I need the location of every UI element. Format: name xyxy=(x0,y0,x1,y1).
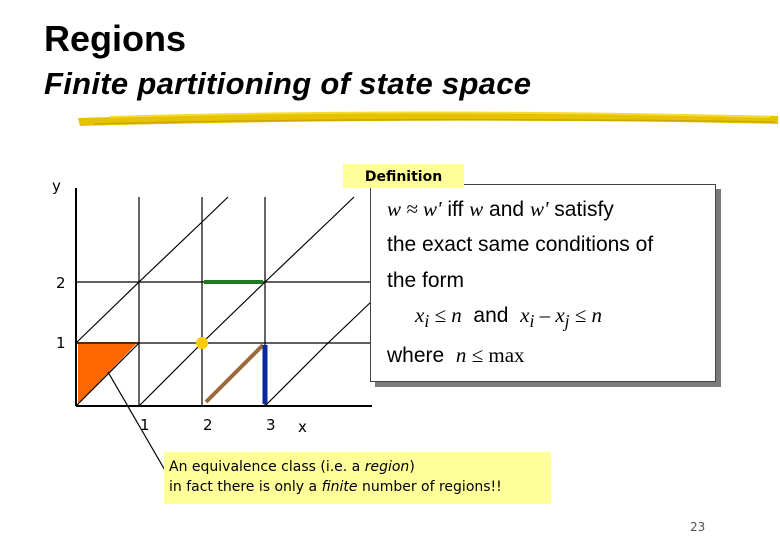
diagonal-line xyxy=(328,301,372,343)
max-condition: n ≤ max xyxy=(455,343,525,367)
diagonal-region-segment xyxy=(206,345,263,402)
satisfy-word: satisfy xyxy=(554,198,614,221)
y-axis-label: y xyxy=(52,177,61,195)
x-tick-label-2: 2 xyxy=(203,416,213,434)
diagonal-line xyxy=(265,222,328,282)
x-tick-label-1: 1 xyxy=(140,416,150,434)
diagonal-line xyxy=(76,282,139,343)
condition-difference: $x_i - x_j \le n$ xyxy=(520,303,603,332)
and-word: and xyxy=(473,304,509,327)
x-axis-label: x xyxy=(298,418,307,436)
condition-single: $x_i \le n$ xyxy=(415,303,462,332)
diagonal-line xyxy=(265,343,328,406)
definition-line-1 xyxy=(387,197,614,222)
variable-w: w xyxy=(469,197,484,221)
equivalence-relation: w ≈ w' xyxy=(387,197,442,221)
variable-w-prime: w' xyxy=(529,197,549,221)
y-tick-label-2: 2 xyxy=(56,274,66,292)
diagonal-line xyxy=(328,197,354,222)
definition-line-3: the form xyxy=(387,269,465,292)
note-line-1: An equivalence class (i.e. a region) xyxy=(169,459,415,475)
definition-line-2: the exact same conditions of xyxy=(387,233,654,256)
y-tick-label-1: 1 xyxy=(56,334,66,352)
definition-line-4 xyxy=(415,303,602,332)
slide-title: Regions xyxy=(44,18,187,59)
point-region xyxy=(196,337,208,349)
diagonal-line xyxy=(139,222,202,282)
page-number: 23 xyxy=(690,520,706,534)
where-word: where xyxy=(387,344,445,367)
diagonal-line xyxy=(139,343,202,406)
definition-box xyxy=(370,184,716,382)
and-word: and xyxy=(489,198,525,221)
slide-subtitle: Finite partitioning of state space xyxy=(44,66,532,101)
definition-tag: Definition xyxy=(343,164,464,188)
note-line-2: in fact there is only a finite number of regions!! xyxy=(169,479,502,495)
diagonal-line xyxy=(202,282,265,343)
equivalence-class-note xyxy=(164,452,551,504)
definition-line-5 xyxy=(387,343,525,368)
iff-word: iff xyxy=(447,198,464,221)
diagonal-line xyxy=(202,197,228,222)
x-tick-label-3: 3 xyxy=(266,416,276,434)
